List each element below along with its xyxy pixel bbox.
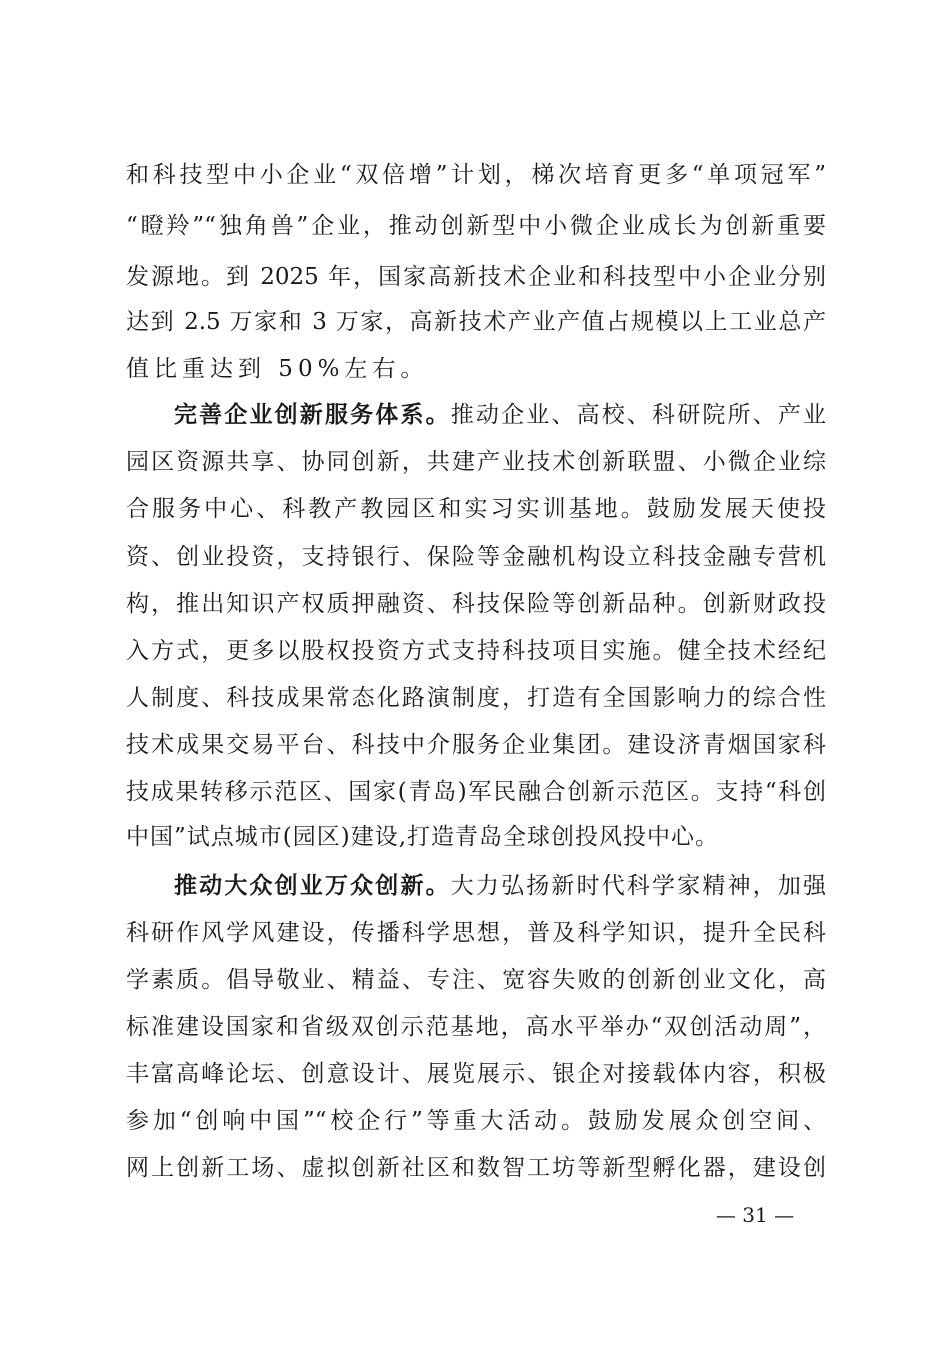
text-line: 合服务中心、科教产教园区和实习实训基地。鼓励发展天使投 bbox=[126, 496, 826, 522]
text-line: 丰富高峰论坛、创意设计、展览展示、银企对接载体内容，积极 bbox=[126, 1061, 826, 1087]
paragraph-first-line bbox=[174, 871, 826, 901]
text-line: 参加“创响中国”“校企行”等重大活动。鼓励发展众创空间、 bbox=[126, 1108, 826, 1134]
text-line: 资、创业投资，支持银行、保险等金融机构设立科技金融专营机 bbox=[126, 544, 826, 570]
text-line: 入方式，更多以股权投资方式支持科技项目实施。健全技术经纪 bbox=[126, 638, 826, 664]
text-line: 园区资源共享、协同创新，共建产业技术创新联盟、小微企业综 bbox=[126, 449, 826, 475]
text-line: 网上创新工场、虚拟创新社区和数智工坊等新型孵化器，建设创 bbox=[126, 1155, 826, 1181]
text-line: 技术成果交易平台、科技中介服务企业集团。建设济青烟国家科 bbox=[126, 732, 826, 758]
text-line: 构，推出知识产权质押融资、科技保险等创新品种。创新财政投 bbox=[126, 591, 826, 617]
text-line: 人制度、科技成果常态化路演制度，打造有全国影响力的综合性 bbox=[126, 685, 826, 711]
text-line: 发源地。到 2025 年，国家高新技术企业和科技型中小企业分别 bbox=[126, 264, 826, 290]
paragraph-heading: 推动大众创业万众创新。 bbox=[174, 873, 451, 899]
paragraph-heading: 完善企业创新服务体系。 bbox=[174, 402, 451, 428]
paragraph-first-line bbox=[174, 400, 826, 430]
text-line: 标准建设国家和省级双创示范基地，高水平举办“双创活动周”， bbox=[126, 1014, 826, 1040]
text-line: 技成果转移示范区、国家(青岛)军民融合创新示范区。支持“科创 bbox=[126, 779, 826, 805]
text-line: 大力弘扬新时代科学家精神，加强 bbox=[450, 873, 827, 899]
text-line: 中国”试点城市(园区)建设,打造青岛全球创投风投中心。 bbox=[126, 824, 720, 850]
page-number: — 31 — bbox=[715, 1203, 795, 1227]
text-line: 达到 2.5 万家和 3 万家，高新技术产业产值占规模以上工业总产 bbox=[126, 309, 826, 335]
text-line: 学素质。倡导敬业、精益、专注、宽容失败的创新创业文化，高 bbox=[126, 967, 826, 993]
text-line: 推动企业、高校、科研院所、产业 bbox=[450, 402, 827, 428]
text-line: “瞪羚”“独角兽”企业，推动创新型中小微企业成长为创新重要 bbox=[126, 213, 826, 239]
text-line: 科研作风学风建设，传播科学思想，普及科学知识，提升全民科 bbox=[126, 920, 826, 946]
text-line: 值比重达到 50%左右。 bbox=[126, 356, 429, 382]
text-line: 和科技型中小企业“双倍增”计划，梯次培育更多“单项冠军” bbox=[126, 162, 826, 188]
